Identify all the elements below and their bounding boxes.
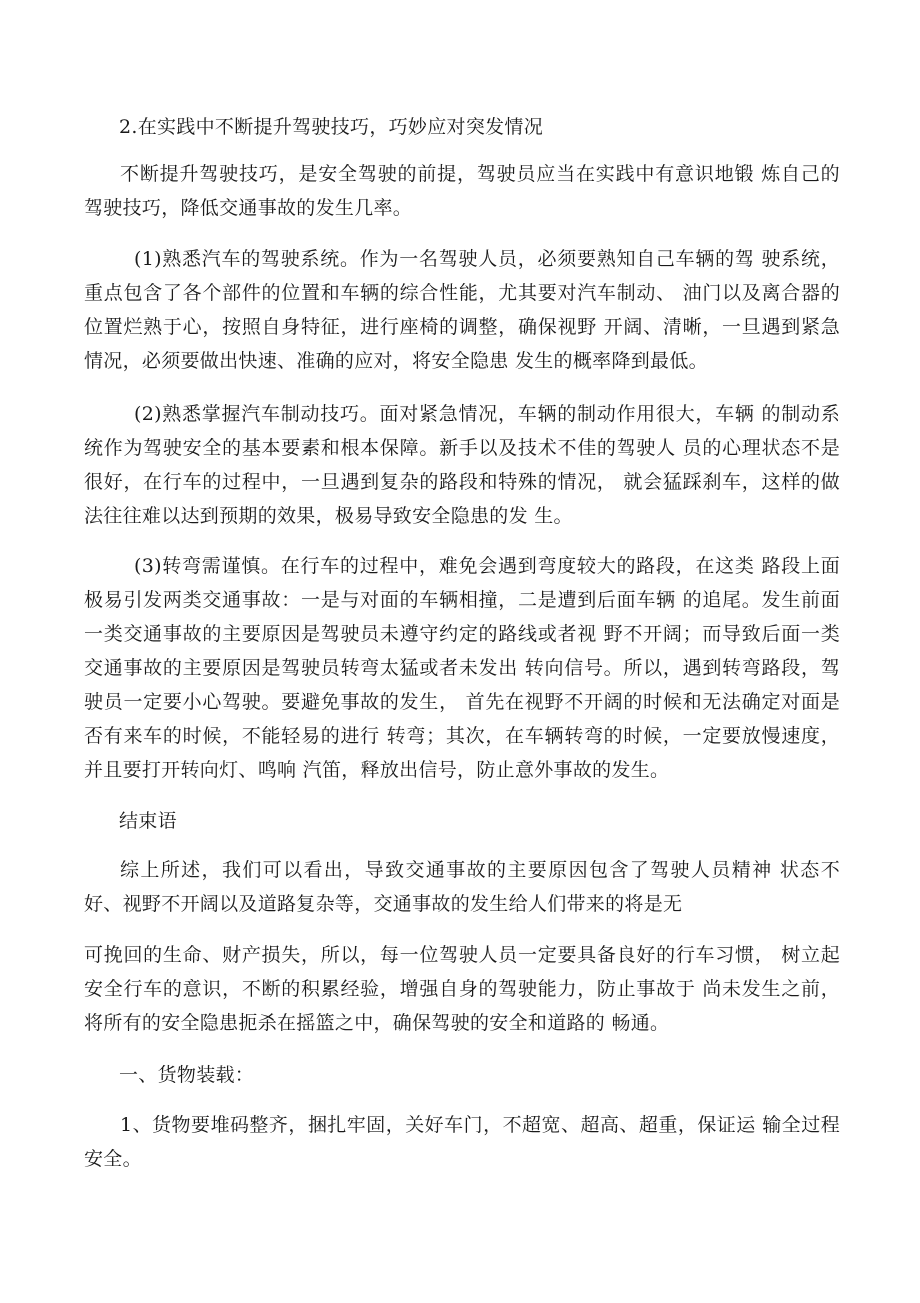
cargo-loading-heading: 一、货物装载： bbox=[119, 1064, 255, 1086]
conclusion-paragraph-part-1: 综上所述，我们可以看出，导致交通事故的主要原因包含了驾驶人员精神 状态不好、视野不开阔以及道路复杂等，交通事故的发生给人们带来的将是无 bbox=[84, 859, 840, 915]
cargo-item-1-paragraph: 1、货物要堆码整齐，捆扎牢固，关好车门，不超宽、超高、超重，保证运 输全过程安全。 bbox=[84, 1114, 840, 1170]
section-2-heading: 2.在实践中不断提升驾驶技巧，巧妙应对突发情况 bbox=[119, 116, 544, 138]
point-1-paragraph: (1)熟悉汽车的驾驶系统。作为一名驾驶人员，必须要熟知自己车辆的驾 驶系统，重点包含了各个部件的位置和车辆的综合性能，尤其要对汽车制动、 油门以及离合器的位置烂熟于心，按照自身特征，进行座椅的调整，确保视野 开阔、清晰，一旦遇到紧急情况，必须要做出快速、准确的应对，将安全隐患 发生的概率降到最低。 bbox=[84, 248, 840, 372]
conclusion-heading: 结束语 bbox=[119, 810, 177, 832]
section-2-intro-paragraph: 不断提升驾驶技巧，是安全驾驶的前提，驾驶员应当在实践中有意识地锻 炼自己的驾驶技巧，降低交通事故的发生几率。 bbox=[84, 163, 840, 219]
conclusion-paragraph-part-2: 可挽回的生命、财产损失，所以，每一位驾驶人员一定要具备良好的行车习惯， 树立起安全行车的意识，不断的积累经验，增强自身的驾驶能力，防止事故于 尚未发生之前，将所有的安全隐患扼杀在摇篮之中，确保驾驶的安全和道路的 畅通。 bbox=[84, 944, 840, 1034]
point-3-paragraph: (3)转弯需谨慎。在行车的过程中，难免会遇到弯度较大的路段，在这类 路段上面极易引发两类交通事故：一是与对面的车辆相撞，二是遭到后面车辆 的追尾。发生前面一类交通事故的主要原因是驾驶员未遵守约定的路线或者视 野不开阔；而导致后面一类交通事故的主要原因是驾驶员转弯太猛或者未发出 转向信号。所以，遇到转弯路段，驾驶员一定要小心驾驶。要避免事故的发生， 首先在视野不开阔的时候和无法确定对面是否有来车的时候，不能轻易的进行 转弯；其次，在车辆转弯的时候，一定要放慢速度，并且要打开转向灯、鸣响 汽笛，释放出信号，防止意外事故的发生。 bbox=[84, 555, 840, 781]
point-2-paragraph: (2)熟悉掌握汽车制动技巧。面对紧急情况，车辆的制动作用很大，车辆 的制动系统作为驾驶安全的基本要素和根本保障。新手以及技术不佳的驾驶人 员的心理状态不是很好，在行车的过程中，一旦遇到复杂的路段和特殊的情况， 就会猛踩刹车，这样的做法往往难以达到预期的效果，极易导致安全隐患的发 生。 bbox=[84, 403, 840, 527]
